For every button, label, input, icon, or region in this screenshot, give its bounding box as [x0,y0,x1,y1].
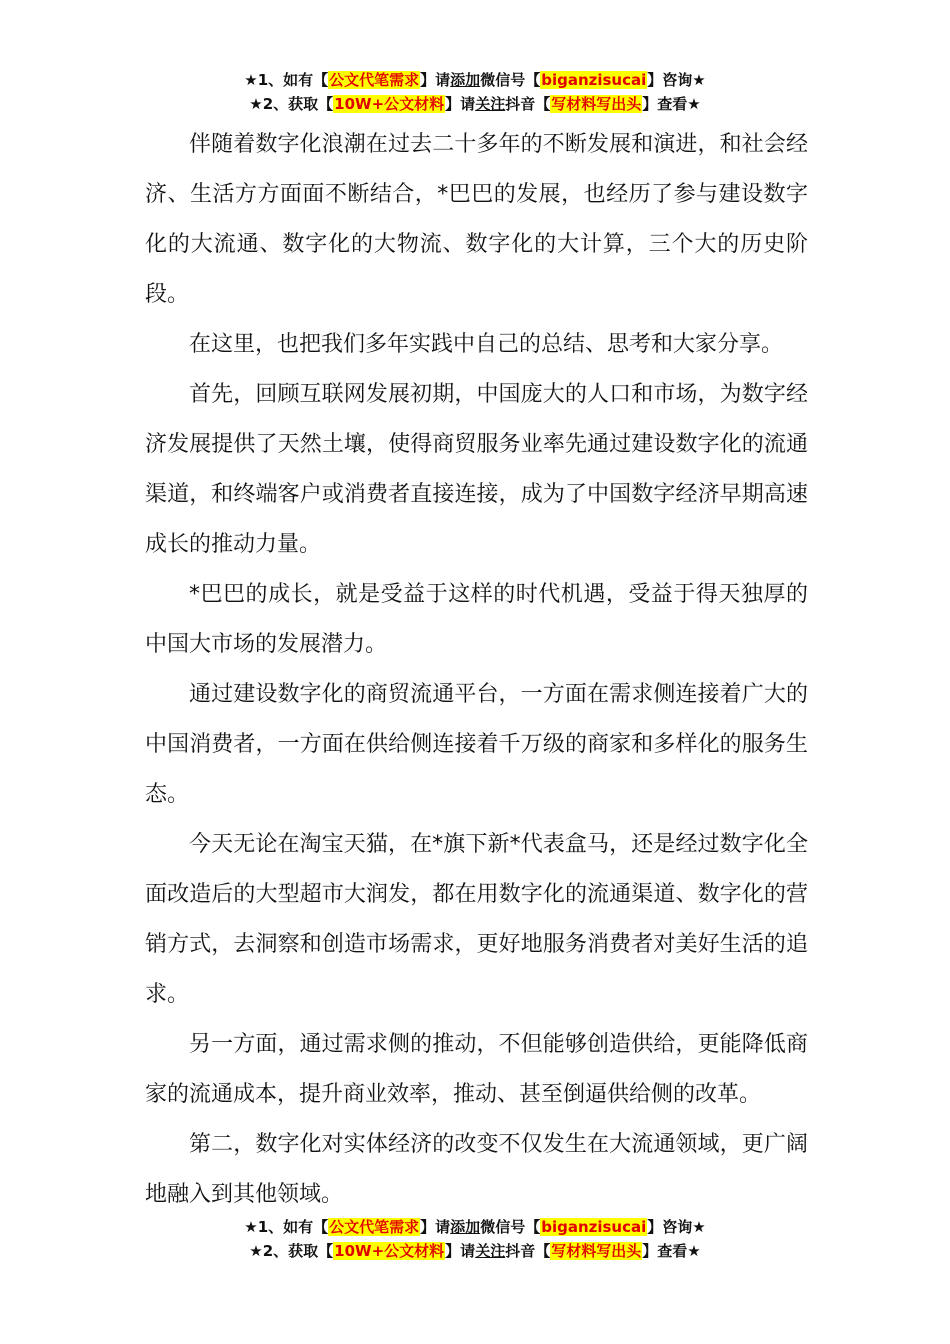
document-body [145,120,808,1220]
banner-text: 微信号【 [480,71,541,89]
underlined-word: 添加 [450,71,481,89]
banner-text: 抖音【 [505,1242,551,1260]
paragraph: 今天无论在淘宝天猫，在*旗下新*代表盒马，还是经过数字化全面改造后的大型超市大润发，都在用数字化的流通渠道、数字化的营销方式，去洞察和创造市场需求，更好地服务消费者对美好生活的追求。 [145,832,808,1007]
banner-text: 微信号【 [480,1218,541,1236]
star-icon: ★ [249,95,263,113]
banner-text: 1、如有【 [257,71,329,89]
banner-text: 2、获取【 [262,95,334,113]
paragraph: 第二，数字化对实体经济的改变不仅发生在大流通领域，更广阔地融入到其他领域。 [145,1132,808,1207]
banner-text: 】请 [420,71,451,89]
highlight-materials: 10W+公文材料 [334,95,445,113]
banner-line-2 [0,1239,950,1263]
banner-line-1 [0,68,950,92]
star-icon: ★ [244,71,258,89]
highlight-service: 公文代笔需求 [329,71,420,89]
star-icon: ★ [244,1218,258,1236]
star-icon: ★ [249,1242,263,1260]
paragraph: 另一方面，通过需求侧的推动，不但能够创造供给，更能降低商家的流通成本，提升商业效率，推动、甚至倒逼供给侧的改革。 [145,1032,808,1107]
underlined-word: 关注 [475,1242,506,1260]
highlight-service: 公文代笔需求 [329,1218,420,1236]
paragraph: 首先，回顾互联网发展初期，中国庞大的人口和市场，为数字经济发展提供了天然土壤，使得商贸服务业率先通过建设数字化的流通渠道，和终端客户或消费者直接连接，成为了中国数字经济早期高速成长的推动力量。 [145,382,808,557]
paragraph: 通过建设数字化的商贸流通平台，一方面在需求侧连接着广大的中国消费者，一方面在供给侧连接着千万级的商家和多样化的服务生态。 [145,682,808,807]
banner-text: 】请 [445,95,476,113]
star-icon: ★ [692,1218,706,1236]
banner-text: 抖音【 [505,95,551,113]
footer-banner [0,1215,950,1263]
banner-text: 1、如有【 [257,1218,329,1236]
highlight-wechat-id: biganzisucai [541,1218,647,1236]
paragraph: 伴随着数字化浪潮在过去二十多年的不断发展和演进，和社会经济、生活方方面面不断结合，*巴巴的发展，也经历了参与建设数字化的大流通、数字化的大物流、数字化的大计算，三个大的历史阶段。 [145,132,808,307]
highlight-douyin-id: 写材料写出头 [551,1242,642,1260]
highlight-materials: 10W+公文材料 [334,1242,445,1260]
underlined-word: 关注 [475,95,506,113]
banner-line-1 [0,1215,950,1239]
banner-text: 】查看 [642,95,688,113]
header-banner [0,68,950,116]
star-icon: ★ [692,71,706,89]
paragraph: *巴巴的成长，就是受益于这样的时代机遇，受益于得天独厚的中国大市场的发展潜力。 [145,582,808,657]
banner-text: 】请 [445,1242,476,1260]
banner-line-2 [0,92,950,116]
paragraph: 在这里，也把我们多年实践中自己的总结、思考和大家分享。 [189,332,784,357]
highlight-douyin-id: 写材料写出头 [551,95,642,113]
banner-text: 2、获取【 [262,1242,334,1260]
banner-text: 】咨询 [647,1218,693,1236]
star-icon: ★ [687,95,701,113]
banner-text: 】请 [420,1218,451,1236]
highlight-wechat-id: biganzisucai [541,71,647,89]
banner-text: 】咨询 [647,71,693,89]
star-icon: ★ [687,1242,701,1260]
banner-text: 】查看 [642,1242,688,1260]
underlined-word: 添加 [450,1218,481,1236]
